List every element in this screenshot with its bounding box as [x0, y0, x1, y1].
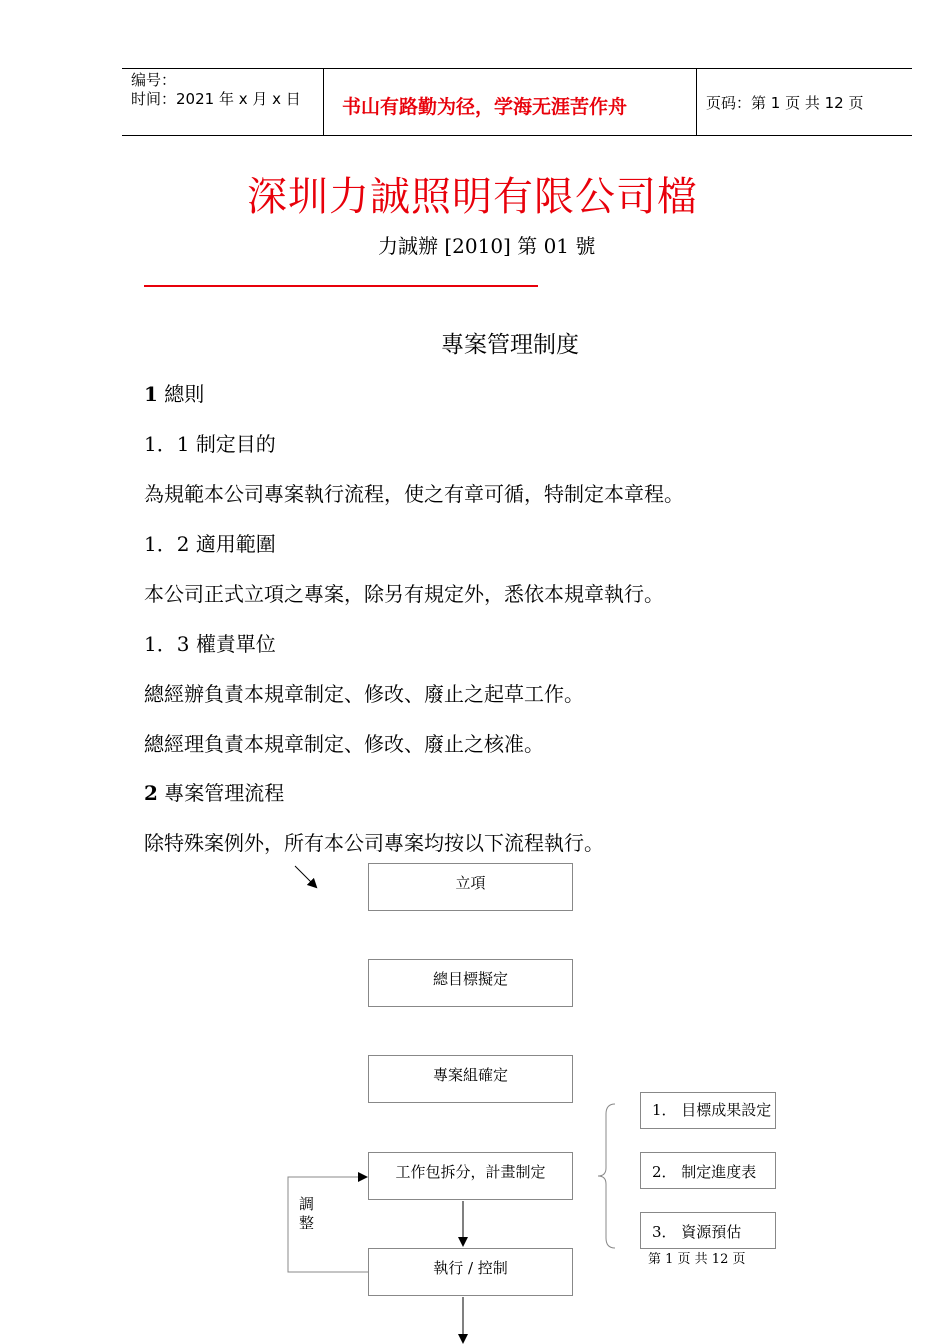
- section-number: 1: [144, 382, 158, 406]
- header-time-label: 时间：2021 年 x 月 x 日: [131, 90, 301, 108]
- flow-step-label: 工作包拆分，計畫制定: [395, 1163, 546, 1181]
- feedback-label: 調整: [299, 1195, 315, 1232]
- body-paragraph: 除特殊案例外，所有本公司專案均按以下流程執行。: [144, 831, 604, 855]
- flow-step-goal: [368, 959, 573, 1007]
- header-motto: 书山有路勤为径，学海无涯苦作舟: [342, 96, 628, 118]
- section-title: 制定目的: [195, 432, 276, 456]
- flow-step-label: 專案組確定: [432, 1066, 508, 1084]
- section-title: 權責單位: [195, 632, 276, 656]
- flow-step-workpackage: [368, 1152, 573, 1200]
- flow-step-execute: [368, 1248, 573, 1296]
- section-title: 適用範圍: [195, 532, 276, 556]
- section-number: 2: [144, 781, 158, 805]
- header-code-label: 编号：: [131, 71, 177, 89]
- section-number: 1．1: [144, 432, 190, 456]
- body-paragraph: 總經理負責本規章制定、修改、廢止之核准。: [144, 732, 544, 756]
- section-title: 專案管理流程: [164, 781, 285, 805]
- document-number: 力誠辦 [2010] 第 01 號: [378, 234, 596, 258]
- footer-page-number: 第 1 页 共 12 页: [648, 1252, 746, 1267]
- document-subtitle: 專案管理制度: [441, 332, 579, 358]
- diagonal-arrow: [295, 866, 316, 887]
- body-paragraph: 本公司正式立項之專案，除另有規定外，悉依本規章執行。: [144, 582, 664, 606]
- section-number: 1．2: [144, 532, 190, 556]
- sub-item-label: 3． 資源預估: [652, 1223, 742, 1241]
- sub-item-schedule: [640, 1152, 776, 1189]
- flow-step-initiate: [368, 863, 573, 911]
- section-number: 1．3: [144, 632, 190, 656]
- sub-item-label: 2． 制定進度表: [652, 1163, 757, 1181]
- header-page-label: 页码：第 1 页 共 12 页: [706, 94, 864, 112]
- sub-item-goal-setting: [640, 1092, 776, 1129]
- body-paragraph: 總經辦負責本規章制定、修改、廢止之起草工作。: [144, 682, 584, 706]
- flow-step-label: 立項: [455, 874, 486, 892]
- document-title: 深圳力誠照明有限公司檔: [247, 174, 698, 220]
- sub-item-resource: [640, 1212, 776, 1249]
- sub-item-label: 1． 目標成果設定: [652, 1101, 772, 1119]
- flow-step-label: 總目標擬定: [432, 970, 508, 988]
- body-paragraph: 為規範本公司專案執行流程，使之有章可循，特制定本章程。: [144, 482, 684, 506]
- section-title: 總則: [164, 382, 205, 406]
- flow-step-team: [368, 1055, 573, 1103]
- flow-step-label: 執行 / 控制: [433, 1259, 508, 1277]
- sub-items-brace: [598, 1104, 615, 1248]
